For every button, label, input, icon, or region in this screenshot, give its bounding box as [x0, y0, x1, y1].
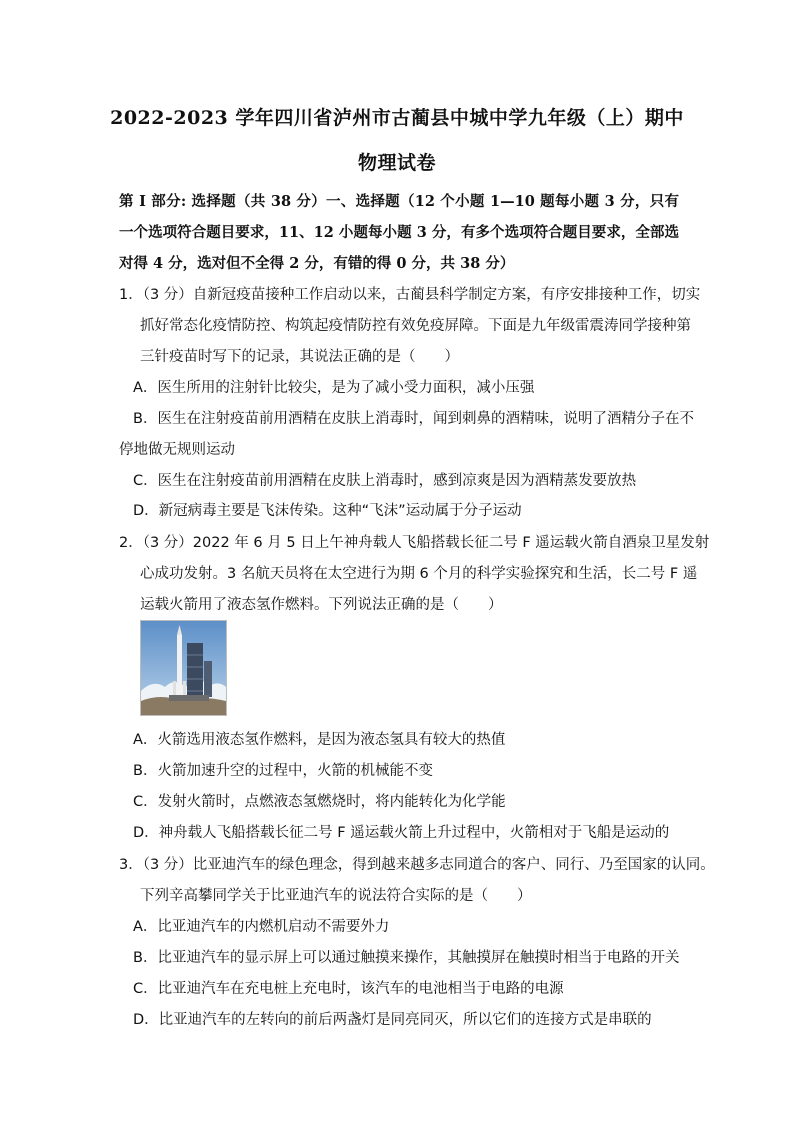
q2-stem-line1: 2．（3 分）2022 年 6 月 5 日上午神舟载人飞船搭载长征二号 F 遥运载火箭自酒泉卫星发射 [119, 535, 710, 551]
q1-option-b-line1: B．医生在注射疫苗前用酒精在皮肤上消毒时，闻到刺鼻的酒精味，说明了酒精分子在不 [133, 411, 694, 427]
q1-option-b-line2: 停地做无规则运动 [119, 442, 235, 458]
q2-option-d: D．神舟载人飞船搭载长征二号 F 遥运载火箭上升过程中，火箭相对于飞船是运动的 [133, 825, 670, 841]
q2-option-b: B．火箭加速升空的过程中，火箭的机械能不变 [133, 763, 433, 779]
rocket-launch-photo [140, 620, 227, 716]
q3-stem-line2: 下列辛高攀同学关于比亚迪汽车的说法符合实际的是（ ） [140, 888, 532, 904]
q2-option-c: C．发射火箭时，点燃液态氢燃烧时，将内能转化为化学能 [133, 794, 506, 810]
q1-stem-line2: 抓好常态化疫情防控、构筑起疫情防控有效免疫屏障。下面是九年级雷震涛同学接种第 [140, 318, 691, 334]
q3-option-d: D．比亚迪汽车的左转向的前后两盏灯是同亮同灭，所以它们的连接方式是串联的 [133, 1012, 652, 1028]
q3-option-c: C．比亚迪汽车在充电桩上充电时，该汽车的电池相当于电路的电源 [133, 981, 564, 997]
q2-stem-line2: 心成功发射。3 名航天员将在太空进行为期 6 个月的科学实验探究和生活，长二号 F 遥 [140, 566, 698, 582]
q1-option-c: C．医生在注射疫苗前用酒精在皮肤上消毒时，感到凉爽是因为酒精蒸发要放热 [133, 473, 637, 489]
q2-option-a: A．火箭选用液态氢作燃料，是因为液态氢具有较大的热值 [133, 732, 506, 748]
q2-stem-line3: 运载火箭用了液态氢作燃料。下列说法正确的是（ ） [140, 597, 503, 613]
exam-title-line1: 2022-2023 学年四川省泸州市古蔺县中城中学九年级（上）期中 [110, 107, 684, 129]
exam-title-line2: 物理试卷 [357, 152, 436, 174]
rocket-launch-illustration [141, 621, 226, 715]
q1-stem-line3: 三针疫苗时写下的记录，其说法正确的是（ ） [140, 349, 459, 365]
q3-option-b: B．比亚迪汽车的显示屏上可以通过触摸来操作，其触摸屏在触摸时相当于电路的开关 [133, 950, 680, 966]
q1-option-a: A．医生所用的注射针比较尖，是为了减小受力面积，减小压强 [133, 380, 535, 396]
q3-option-a: A．比亚迪汽车的内燃机启动不需要外力 [133, 919, 390, 935]
section-header: 第 I 部分: 选择题（共 38 分）一、选择题（12 个小题 1—10 题每小题 3 分，只有一个选项符合题目要求，11、12 小题每小题 3 分，有多个选项符合题目要求，全部选对得 4 分，选对但不全得 2 分，有错的得 0 分，共 38 分） [119, 193, 679, 272]
q3-stem-line1: 3．（3 分）比亚迪汽车的绿色理念，得到越来越多志同道合的客户、同行、乃至国家的认同。 [119, 857, 715, 873]
q1-option-d: D．新冠病毒主要是飞沫传染。这种“飞沫”运动属于分子运动 [133, 503, 522, 519]
q1-stem-line1: 1．（3 分）自新冠疫苗接种工作启动以来，古蔺县科学制定方案，有序安排接种工作，切实 [119, 287, 701, 303]
